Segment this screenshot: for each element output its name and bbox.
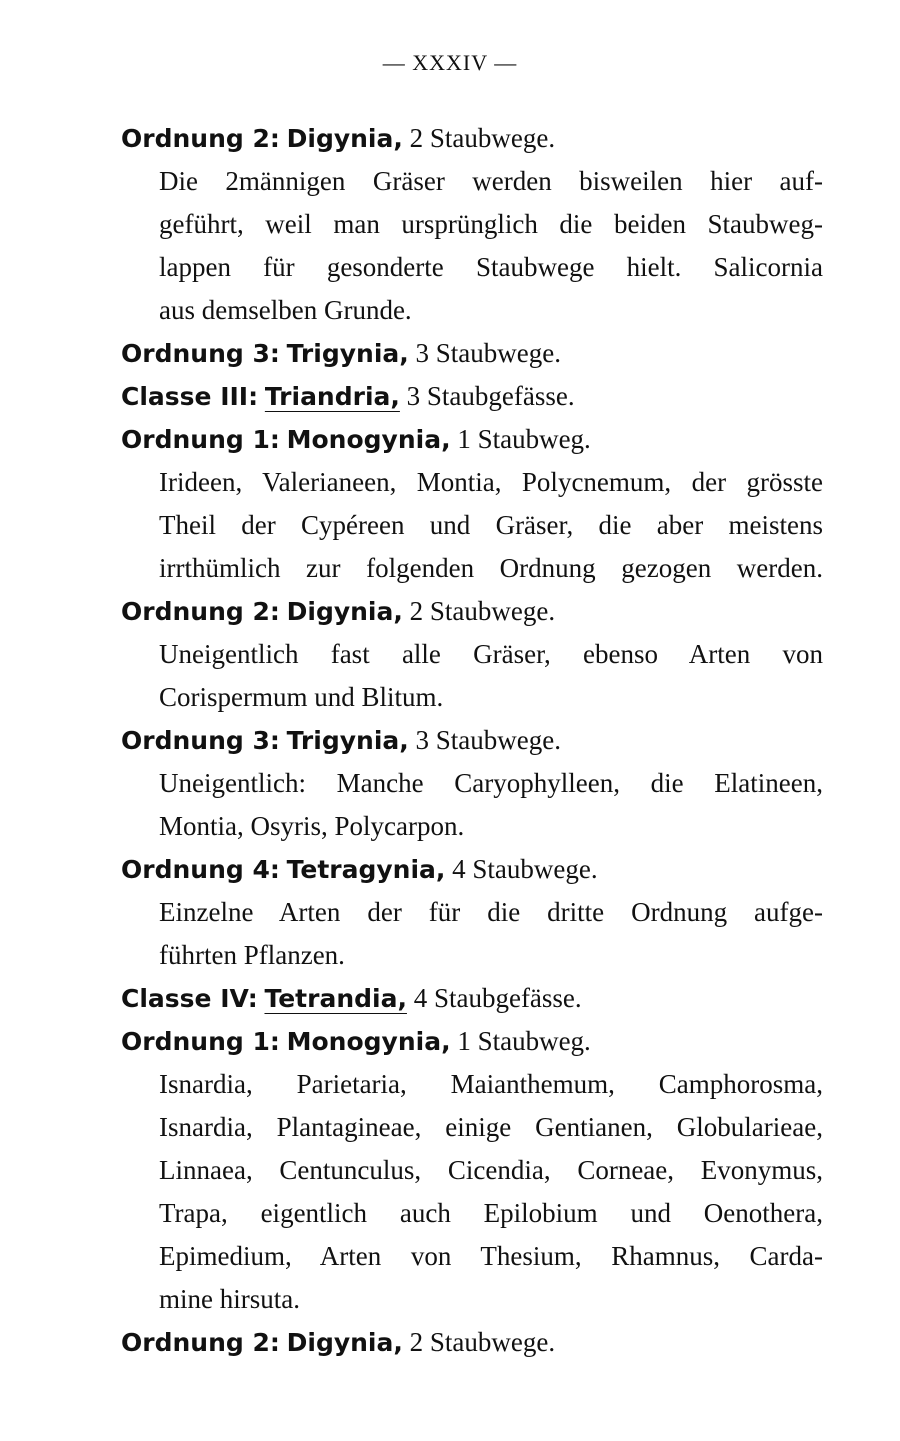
heading-name: Triandria, [264,382,400,411]
order-heading [121,719,900,762]
page-number: — XXXIV — [382,50,518,75]
heading-description: 2 Staubwege. [409,596,556,626]
text-line: Irideen, Valerianeen, Montia, Polycnemum, der grösste [159,467,823,497]
text-line: Einzelne Arten der für die dritte Ordnung aufge- [159,897,823,927]
class-heading [121,977,900,1020]
heading-kind: Classe III: [121,382,259,411]
text-line: Theil der Cypéreen und Gräser, die aber meistens [159,510,823,540]
class-heading [121,375,900,418]
heading-kind: Ordnung 4: [121,855,280,884]
text-line: lappen für gesonderte Staubwege hielt. Salicornia [159,252,823,282]
heading-kind: Ordnung 2: [121,1328,280,1357]
order-heading [121,1321,900,1364]
heading-name: Monogynia, [286,425,451,454]
heading-kind: Ordnung 1: [121,1027,280,1056]
heading-kind: Classe IV: [121,984,258,1013]
text-line: irrthümlich zur folgenden Ordnung gezogen werden. [159,553,823,583]
heading-name: Trigynia, [286,726,409,755]
heading-name: Tetrandia, [264,984,407,1013]
order-heading [121,590,900,633]
text-line: Die 2männigen Gräser werden bisweilen hier auf- [159,166,823,196]
heading-name: Digynia, [286,124,403,153]
heading-description: 2 Staubwege. [409,123,556,153]
order-heading [121,332,900,375]
heading-kind: Ordnung 3: [121,726,280,755]
heading-description: 3 Staubwege. [415,338,561,368]
order-heading [121,418,900,461]
heading-kind: Ordnung 2: [121,124,280,153]
text-line: Linnaea, Centunculus, Cicendia, Corneae, Evonymus, [159,1155,823,1185]
text-line: Epimedium, Arten von Thesium, Rhamnus, Carda- [159,1241,823,1271]
heading-description: 3 Staubwege. [415,725,561,755]
order-heading [121,848,900,891]
order-heading [121,117,900,160]
order-heading [121,1020,900,1063]
text-line: mine hirsuta. [159,1284,300,1314]
heading-kind: Ordnung 1: [121,425,280,454]
heading-description: 2 Staubwege. [409,1327,556,1357]
heading-name: Monogynia, [286,1027,451,1056]
text-line: Trapa, eigentlich auch Epilobium und Oenothera, [159,1198,823,1228]
text-line: aus demselben Grunde. [159,295,412,325]
document-body [0,117,900,1364]
heading-name: Tetragynia, [286,855,446,884]
heading-kind: Ordnung 3: [121,339,280,368]
heading-description: 1 Staubweg. [457,1026,591,1056]
heading-description: 1 Staubweg. [457,424,591,454]
heading-description: 4 Staubgefässe. [413,983,582,1013]
text-line: Montia, Osyris, Polycarpon. [159,811,465,841]
heading-kind: Ordnung 2: [121,597,280,626]
heading-description: 3 Staubgefässe. [406,381,575,411]
heading-name: Digynia, [286,1328,403,1357]
heading-description: 4 Staubwege. [452,854,598,884]
text-line: geführt, weil man ursprünglich die beiden Staubweg- [159,209,823,239]
text-line: Isnardia, Plantagineae, einige Gentianen, Globularieae, [159,1112,823,1142]
text-line: Uneigentlich fast alle Gräser, ebenso Arten von [159,639,823,669]
text-line: führten Pflanzen. [159,940,345,970]
text-line: Isnardia, Parietaria, Maianthemum, Camphorosma, [159,1069,823,1099]
heading-name: Trigynia, [286,339,409,368]
heading-name: Digynia, [286,597,403,626]
text-line: Uneigentlich: Manche Caryophylleen, die Elatineen, [159,768,823,798]
text-line: Corispermum und Blitum. [159,682,444,712]
